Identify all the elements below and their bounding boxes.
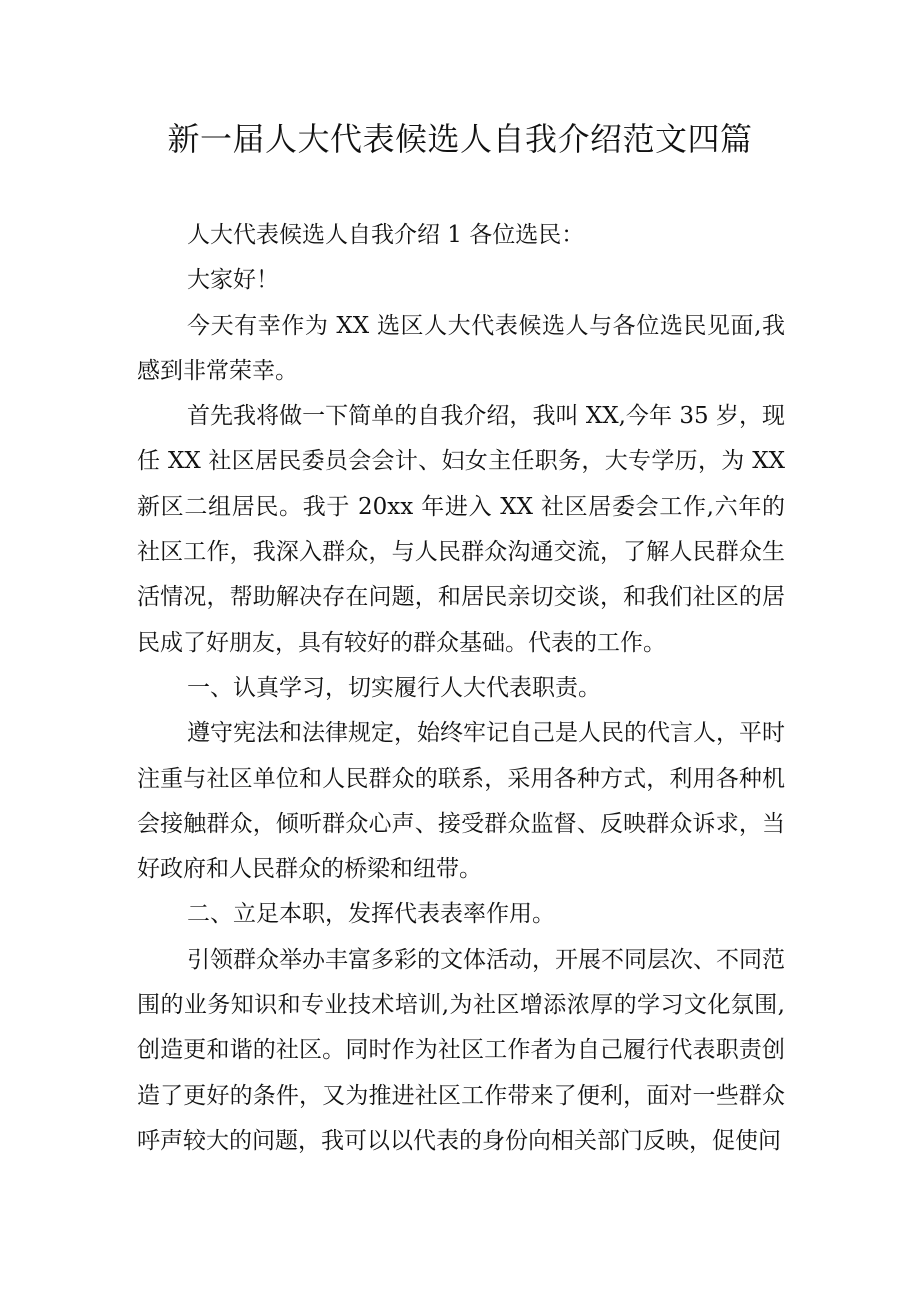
paragraph-duties: 遵守宪法和法律规定，始终牢记自己是人民的代言人，平时注重与社区单位和人民群众的联系，采用各种方式，利用各种机会接触群众，倾听群众心声、接受群众监督、反映群众诉求，当好政府和人民群众的桥梁和纽带。 [137,720,785,883]
document-body [137,213,785,1164]
section-heading-two: 二、立足本职，发挥代表表率作用。 [187,901,555,928]
section-heading-one: 一、认真学习，切实履行人大代表职责。 [187,674,601,701]
paragraph-self-introduction: 首先我将做一下简单的自我介绍，我叫 XX,今年 35 岁，现任 XX 社区居民委员会会计、妇女主任职务，大专学历，为 XX 新区二组居民。我于 20xx 年进入 XX 社区居委会工作,六年的社区工作，我深入群众，与人民群众沟通交流，了解人民群众生活情况，帮助解决存在问题，和居民亲切交谈，和我们社区的居民成了好朋友，具有较好的群众基础。代表的工作。 [137,403,785,656]
paragraph-honor: 今天有幸作为 XX 选区人大代表候选人与各位选民见面,我感到非常荣幸。 [137,312,785,384]
paragraph-activities: 引领群众举办丰富多彩的文体活动，开展不同层次、不同范围的业务知识和专业技术培训,为社区增添浓厚的学习文化氛围,创造更和谐的社区。同时作为社区工作者为自己履行代表职责创造了更好的条件，又为推进社区工作带来了便利，面对一些群众呼声较大的问题，我可以以代表的身份向相关部门反映，促使问 [137,946,785,1154]
paragraph-greeting: 大家好！ [187,267,279,294]
paragraph-intro: 人大代表候选人自我介绍 1 各位选民： [187,222,585,248]
document-title: 新一届人大代表候选人自我介绍范文四篇 [167,120,753,158]
